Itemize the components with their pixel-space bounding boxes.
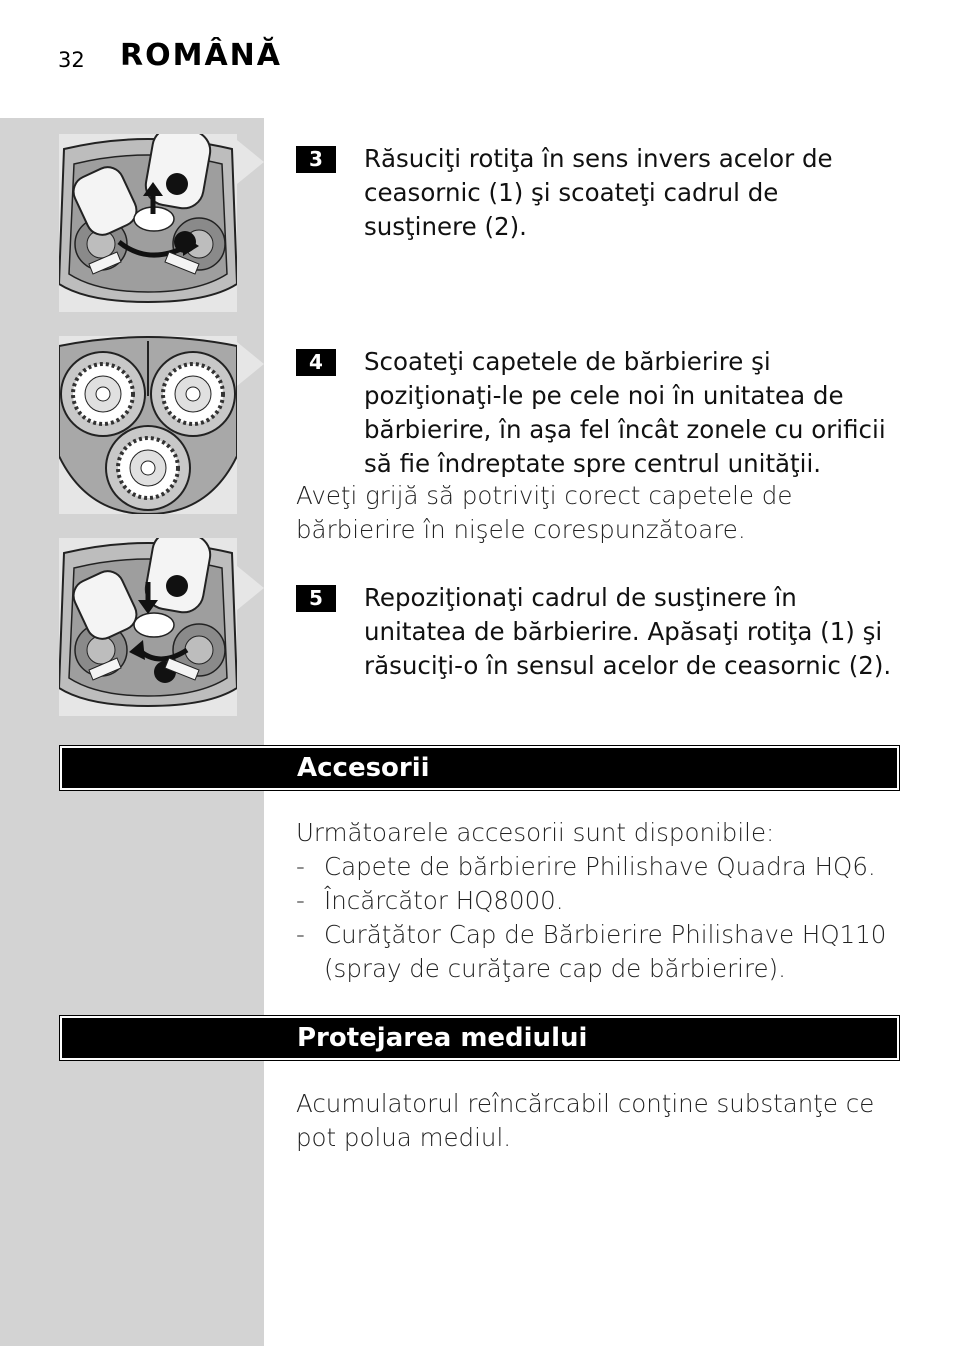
illustration-shaving-heads <box>59 336 237 514</box>
accessories-list <box>296 850 906 986</box>
list-item <box>296 884 906 918</box>
environment-text: Acumulatorul reîncărcabil conţine substanţe ce pot polua mediul. <box>296 1089 875 1152</box>
step-number-badge: 4 <box>296 349 336 376</box>
step-number-badge: 5 <box>296 585 336 612</box>
list-item-text: Curăţător Cap de Bărbierire Philishave HQ110 (spray de curăţare cap de bărbierire). <box>324 920 887 983</box>
figure-pointer <box>237 342 264 386</box>
step-number-badge: 3 <box>296 146 336 173</box>
figure-pointer <box>237 140 264 184</box>
page-title: ROMÂNĂ <box>120 38 282 73</box>
list-item-text: Capete de bărbierire Philishave Quadra HQ6. <box>324 852 876 881</box>
list-item <box>296 850 906 884</box>
section-heading-bar <box>60 746 899 790</box>
step-text: Repoziţionaţi cadrul de susţinere în unitatea de bărbierire. Apăsaţi rotiţa (1) şi răsuciţi-o în sensul acelor de ceasornic (2). <box>364 583 892 680</box>
section-heading: Protejarea mediului <box>297 1023 588 1053</box>
figure-pointer <box>237 566 264 610</box>
illustration-remove-frame <box>59 134 237 312</box>
list-dash: - <box>296 852 305 881</box>
illustration-reposition-frame <box>59 538 237 716</box>
step-text: Scoateţi capetele de bărbierire şi poziţionaţi-le pe cele noi în unitatea de bărbierire, în aşa fel încât zonele cu orificii să fie îndreptate spre centrul unităţii. <box>364 347 886 478</box>
list-item <box>296 918 906 986</box>
step-text: Răsuciţi rotiţa în sens invers acelor de ceasornic (1) şi scoateţi cadrul de susţinere (2). <box>364 144 833 241</box>
list-dash: - <box>296 886 305 915</box>
step-3 <box>296 142 896 244</box>
section-heading: Accesorii <box>297 753 430 783</box>
step-4-note: Aveţi grijă să potriviţi corect capetele de bărbierire în nişele corespunzătoare. <box>296 481 793 544</box>
section-heading-bar <box>60 1016 899 1060</box>
accessories-intro: Următoarele accesorii sunt disponibile: <box>296 818 775 847</box>
page-number: 32 <box>58 48 85 72</box>
list-item-text: Încărcător HQ8000. <box>324 886 564 915</box>
step-4 <box>296 345 896 481</box>
list-dash: - <box>296 920 305 949</box>
step-5 <box>296 581 896 683</box>
